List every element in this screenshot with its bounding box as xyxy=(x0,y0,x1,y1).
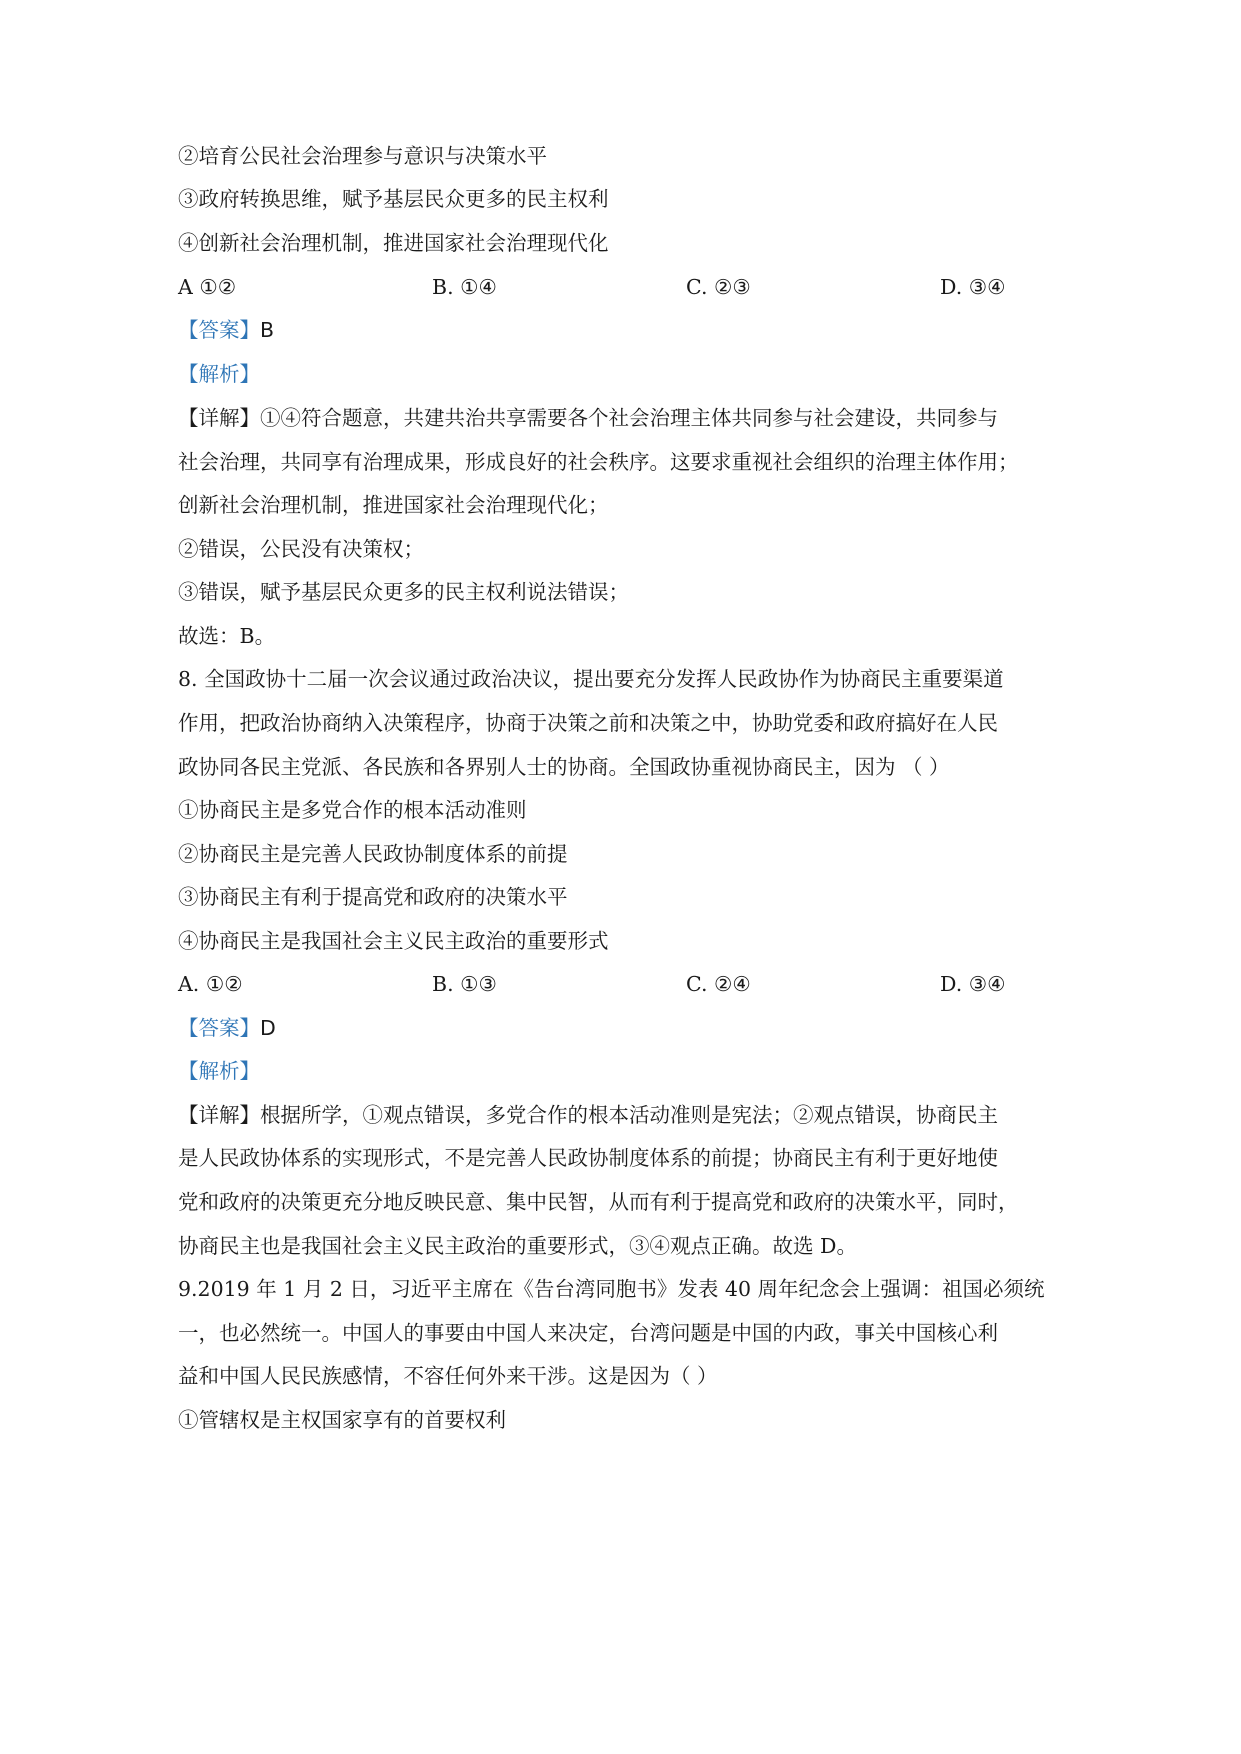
q7-option-a: A ①② xyxy=(178,275,237,299)
q8-explanation-line: 是人民政协体系的实现形式，不是完善人民政协制度体系的前提；协商民主有利于更好地使 xyxy=(178,1146,998,1170)
q8-question-line: 作用，把政治协商纳入决策程序，协商于决策之前和决策之中，协助党委和政府搞好在人民 xyxy=(178,711,998,735)
q7-answer xyxy=(178,315,274,345)
q7-option-c: C. ②③ xyxy=(686,275,751,299)
q7-answer-label: 【答案】 xyxy=(178,318,260,342)
q8-statement-1: ①协商民主是多党合作的根本活动准则 xyxy=(178,798,527,822)
q7-statement-4: ④创新社会治理机制，推进国家社会治理现代化 xyxy=(178,231,609,255)
q8-explanation-line: 【详解】根据所学，①观点错误，多党合作的根本活动准则是宪法；②观点错误，协商民主 xyxy=(178,1103,998,1127)
q8-question-line: 8. 全国政协十二届一次会议通过政治决议，提出要充分发挥人民政协作为协商民主重要渠道 xyxy=(178,667,1004,691)
q8-option-d: D. ③④ xyxy=(940,972,1006,996)
q8-explanation-line: 党和政府的决策更充分地反映民意、集中民智，从而有利于提高党和政府的决策水平，同时， xyxy=(178,1190,1019,1214)
q8-statement-2: ②协商民主是完善人民政协制度体系的前提 xyxy=(178,842,568,866)
q7-explanation-line: ②错误，公民没有决策权； xyxy=(178,537,424,561)
q7-explanation-line: 创新社会治理机制，推进国家社会治理现代化； xyxy=(178,493,609,517)
q9-question-line: 9.2019 年 1 月 2 日，习近平主席在《告台湾同胞书》发表 40 周年纪念会上强调：祖国必须统 xyxy=(178,1277,1045,1301)
q8-answer-label: 【答案】 xyxy=(178,1016,260,1040)
q7-option-b: B. ①④ xyxy=(432,275,497,299)
q9-statement-1: ①管辖权是主权国家享有的首要权利 xyxy=(178,1408,506,1432)
q7-answer-value: B xyxy=(260,318,275,342)
q9-question-line: 一，也必然统一。中国人的事要由中国人来决定，台湾问题是中国的内政，事关中国核心利 xyxy=(178,1321,998,1345)
q8-analysis-label: 【解析】 xyxy=(178,1059,260,1083)
q7-explanation-line: ③错误，赋予基层民众更多的民主权利说法错误； xyxy=(178,580,629,604)
q8-statement-4: ④协商民主是我国社会主义民主政治的重要形式 xyxy=(178,929,609,953)
q7-statement-2: ②培育公民社会治理参与意识与决策水平 xyxy=(178,144,547,168)
q8-statement-3: ③协商民主有利于提高党和政府的决策水平 xyxy=(178,885,568,909)
q8-option-b: B. ①③ xyxy=(432,972,497,996)
q7-analysis-label: 【解析】 xyxy=(178,362,260,386)
q7-option-d: D. ③④ xyxy=(940,275,1006,299)
q8-question-line: 政协同各民主党派、各民族和各界别人士的协商。全国政协重视协商民主，因为 （ ） xyxy=(178,755,950,779)
q7-explanation-line: 社会治理，共同享有治理成果，形成良好的社会秩序。这要求重视社会组织的治理主体作用； xyxy=(178,450,1019,474)
q8-explanation-line: 协商民主也是我国社会主义民主政治的重要形式，③④观点正确。故选 D。 xyxy=(178,1234,857,1258)
q7-statement-3: ③政府转换思维，赋予基层民众更多的民主权利 xyxy=(178,187,609,211)
q9-question-line: 益和中国人民民族感情，不容任何外来干涉。这是因为（ ） xyxy=(178,1364,718,1388)
q8-answer xyxy=(178,1013,276,1043)
q7-explanation-line: 故选：B。 xyxy=(178,624,276,648)
q8-answer-value: D xyxy=(260,1016,276,1040)
q8-option-a: A. ①② xyxy=(178,972,243,996)
q8-option-c: C. ②④ xyxy=(686,972,751,996)
q7-explanation-line: 【详解】①④符合题意，共建共治共享需要各个社会治理主体共同参与社会建设，共同参与 xyxy=(178,406,998,430)
